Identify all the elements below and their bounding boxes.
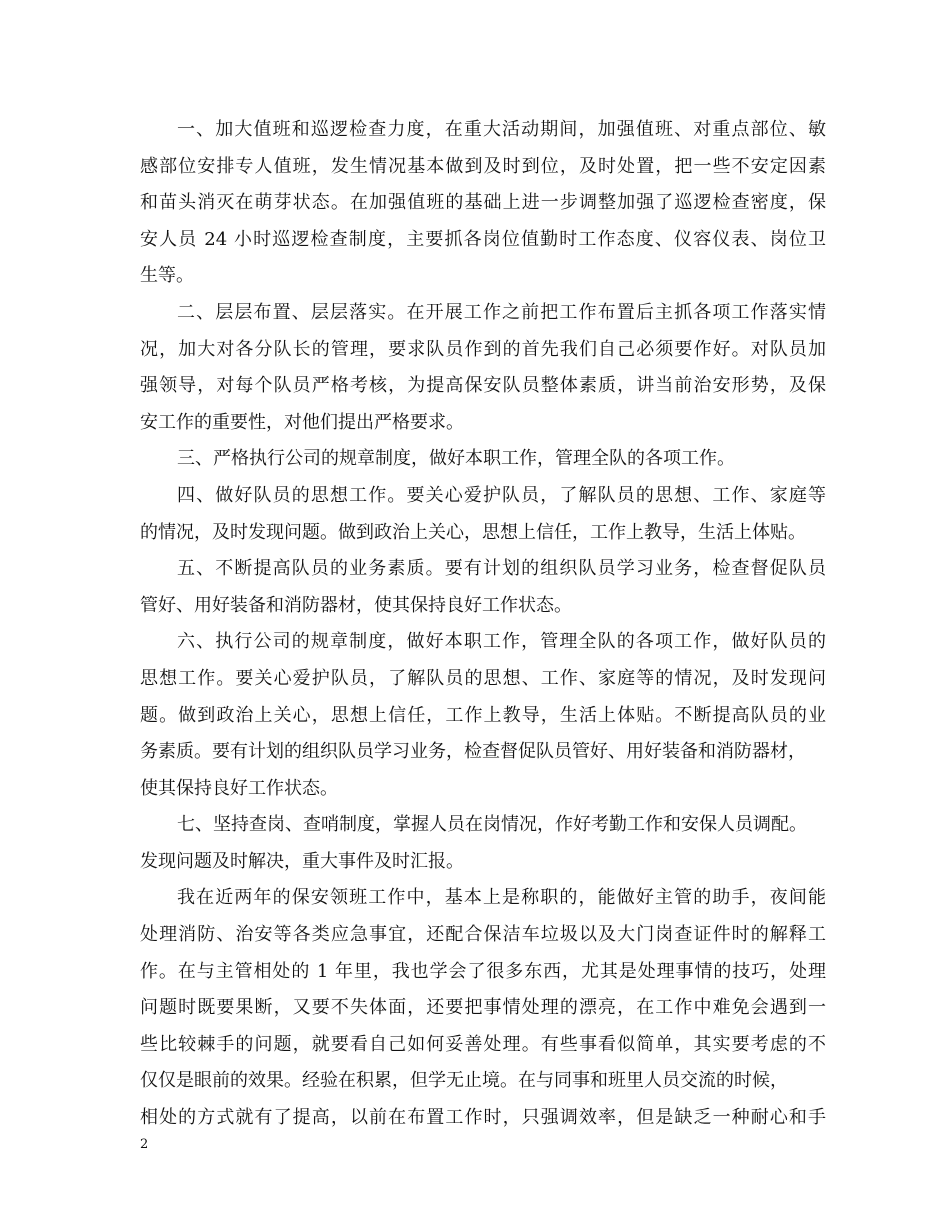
text-line: 五、不断提高队员的业务素质。要有计划的组织队员学习业务，检查督促队员 (177, 558, 826, 580)
text-line: 感部位安排专人值班，发生情况基本做到及时到位，及时处置，把一些不安定因素 (140, 155, 826, 177)
text-line: 七、坚持查岗、查哨制度，掌握人员在岗情况，作好考勤工作和安保人员调配。 (177, 814, 807, 836)
text-line: 务素质。要有计划的组织队员学习业务，检查督促队员管好、用好装备和消防器材， (140, 741, 806, 763)
text-line: 管好、用好装备和消防器材，使其保持良好工作状态。 (140, 594, 572, 616)
page-number: 2 (140, 1137, 149, 1152)
text-line: 和苗头消灭在萌芽状态。在加强值班的基础上进一步调整加强了巡逻检查密度，保 (140, 192, 826, 214)
text-line: 安人员 24 小时巡逻检查制度，主要抓各岗位值勤时工作态度、仪容仪表、岗位卫 (140, 228, 826, 250)
text-line: 题。做到政治上关心，思想上信任，工作上教导，生活上体贴。不断提高队员的业 (140, 704, 826, 726)
text-line: 些比较棘手的问题，就要看自己如何妥善处理。有些事看似简单，其实要考虑的不 (140, 1033, 826, 1055)
text-line: 作。在与主管相处的 1 年里，我也学会了很多东西，尤其是处理事情的技巧，处理 (140, 960, 826, 982)
text-line: 相处的方式就有了提高，以前在布置工作时，只强调效率，但是缺乏一种耐心和手 (140, 1107, 826, 1129)
text-line: 处理消防、治安等各类应急事宜，还配合保洁车垃圾以及大门岗查证件时的解释工 (140, 924, 826, 946)
text-line: 仅仅是眼前的效果。经验在积累，但学无止境。在与同事和班里人员交流的时候， (140, 1070, 788, 1092)
text-line: 我在近两年的保安领班工作中，基本上是称职的，能做好主管的助手，夜间能 (177, 887, 826, 909)
body-text (140, 112, 826, 1137)
text-line: 二、层层布置、层层落实。在开展工作之前把工作布置后主抓各项工作落实情 (177, 301, 826, 323)
text-line: 强领导，对每个队员严格考核，为提高保安队员整体素质，讲当前治安形势，及保 (140, 375, 826, 397)
text-line: 使其保持良好工作状态。 (140, 777, 338, 799)
text-line: 的情况，及时发现问题。做到政治上关心，思想上信任，工作上教导，生活上体贴。 (140, 521, 806, 543)
text-line: 发现问题及时解决，重大事件及时汇报。 (140, 850, 464, 872)
text-line: 问题时既要果断，又要不失体面，还要把事情处理的漂亮，在工作中难免会遇到一 (140, 997, 826, 1019)
text-line: 三、严格执行公司的规章制度，做好本职工作，管理全队的各项工作。 (177, 448, 735, 470)
text-line: 生等。 (140, 265, 194, 287)
text-line: 一、加大值班和巡逻检查力度，在重大活动期间，加强值班、对重点部位、敏 (177, 119, 826, 140)
text-line: 四、做好队员的思想工作。要关心爱护队员，了解队员的思想、工作、家庭等 (177, 484, 826, 506)
text-line: 安工作的重要性，对他们提出严格要求。 (140, 411, 464, 433)
text-line: 思想工作。要关心爱护队员，了解队员的思想、工作、家庭等的情况，及时发现问 (140, 667, 826, 689)
text-line: 六、执行公司的规章制度，做好本职工作，管理全队的各项工作，做好队员的 (177, 631, 826, 653)
text-line: 况，加大对各分队长的管理，要求队员作到的首先我们自己必须要作好。对队员加 (140, 338, 826, 360)
